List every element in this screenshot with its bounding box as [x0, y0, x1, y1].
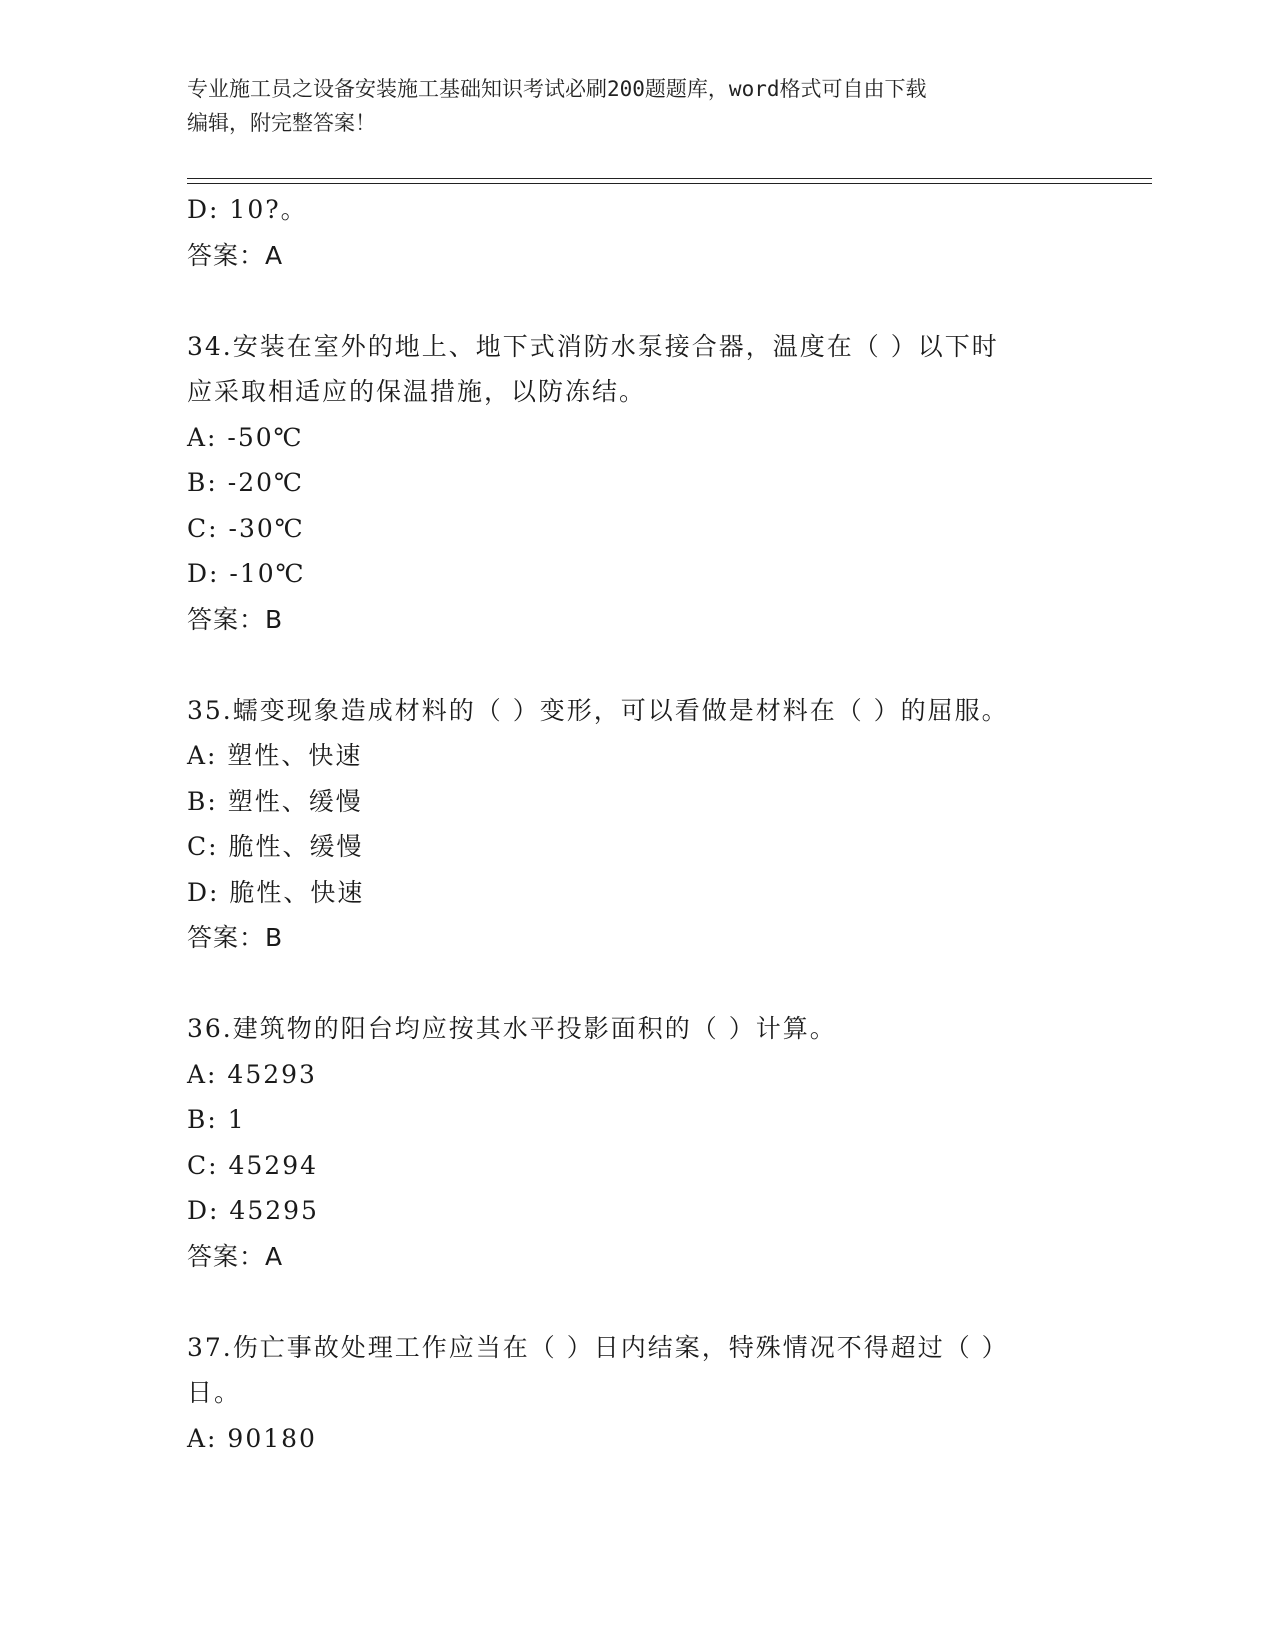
header-line-2: 编辑，附完整答案！	[187, 111, 376, 135]
spacer	[187, 278, 1087, 324]
spacer	[187, 1279, 1087, 1325]
question-37	[187, 1325, 1087, 1462]
option-a: A: 45293	[187, 1059, 317, 1089]
question-stem: 36.建筑物的阳台均应按其水平投影面积的（ ）计算。	[187, 1014, 837, 1043]
option-b: B: 塑性、缓慢	[187, 786, 363, 816]
question-list	[187, 187, 1087, 1461]
question-stem: 应采取相适应的保温措施，以防冻结。	[187, 377, 647, 406]
option-d: D: 脆性、快速	[187, 877, 365, 907]
option-c: C: 45294	[187, 1150, 319, 1180]
question-34	[187, 324, 1087, 643]
option-d: D: 10?。	[187, 195, 308, 224]
question-stem: 日。	[187, 1378, 242, 1407]
option-d: D: -10℃	[187, 559, 306, 588]
spacer	[187, 642, 1087, 688]
option-a: A: 塑性、快速	[187, 741, 363, 770]
answer: 答案：B	[187, 604, 284, 634]
option-a: A: 90180	[187, 1423, 317, 1453]
header-divider-top	[187, 178, 1152, 179]
question-33-tail	[187, 187, 1087, 278]
header-divider-bottom	[187, 183, 1152, 184]
page-header	[187, 72, 1087, 140]
question-stem: 34.安装在室外的地上、地下式消防水泵接合器，温度在（ ）以下时	[187, 331, 999, 361]
answer: 答案：B	[187, 923, 284, 952]
question-36	[187, 1006, 1087, 1279]
answer: 答案：A	[187, 1241, 284, 1271]
option-a: A: -50℃	[187, 422, 304, 452]
header-line-1: 专业施工员之设备安装施工基础知识考试必刷200题题库，word格式可自由下载	[187, 77, 927, 101]
option-b: B: 1	[187, 1105, 246, 1134]
option-c: C: -30℃	[187, 513, 305, 543]
spacer	[187, 961, 1087, 1007]
question-35	[187, 688, 1087, 961]
question-stem: 35.蠕变现象造成材料的（ ）变形，可以看做是材料在（ ）的屈服。	[187, 695, 1009, 725]
answer: 答案：A	[187, 240, 284, 270]
option-c: C: 脆性、缓慢	[187, 832, 364, 861]
option-b: B: -20℃	[187, 468, 304, 497]
option-d: D: 45295	[187, 1196, 319, 1225]
question-stem: 37.伤亡事故处理工作应当在（ ）日内结案，特殊情况不得超过（ ）	[187, 1332, 1009, 1362]
